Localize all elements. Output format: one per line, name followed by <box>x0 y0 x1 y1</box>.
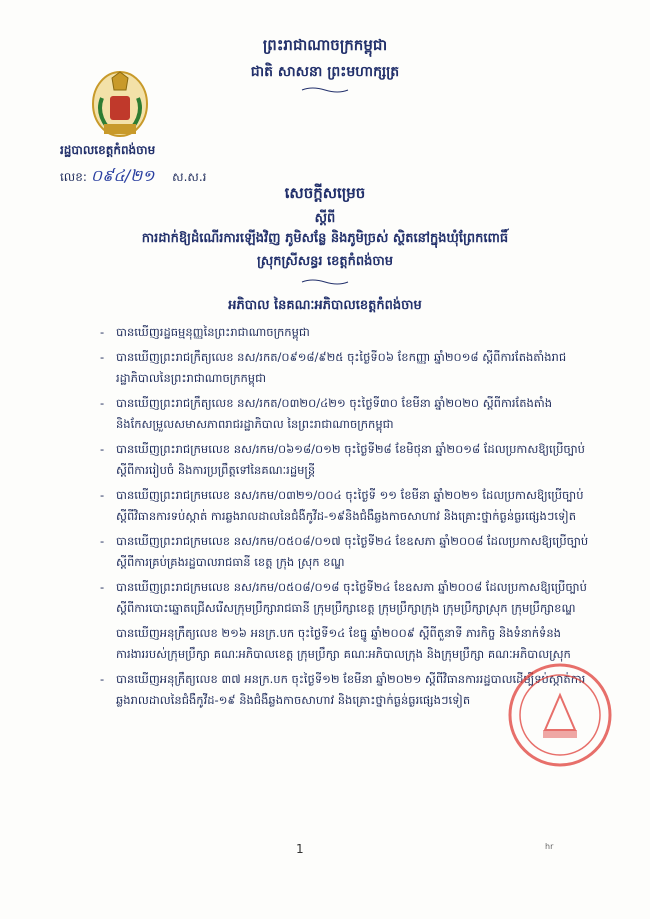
ornament-divider-icon <box>300 86 350 94</box>
list-item <box>100 439 590 482</box>
list-item-text: បានឃើញព្រះរាជក្រមលេខ នស/រកម/០៦១៨/០១២ ចុះថ្ងៃទី២៨ ខែមិថុនា ឆ្នាំ២០១៨ ដែលប្រកាសឱ្យប្រើច្បាប់ស្តីពីការរៀបចំ និងការប្រព្រឹត្តទៅនៃគណៈរដ្ឋមន្ត្រី <box>116 441 585 477</box>
reference-label: លេខ: <box>60 170 87 184</box>
list-dash: - <box>100 533 105 548</box>
official-stamp-icon <box>505 660 615 770</box>
list-item-text: បានឃើញព្រះរាជក្រឹត្យលេខ នស/រកត/០៩១៨/៩២៥ ចុះថ្ងៃទី០៦ ខែកញ្ញា ឆ្នាំ២០១៨ ស្តីពីការតែងតាំងរាជរដ្ឋាភិបាលនៃព្រះរាជាណាចក្រកម្ពុជា <box>116 349 567 385</box>
list-item <box>100 531 590 574</box>
list-item-text: បានឃើញអនុក្រឹត្យលេខ ២១៦ អនក្រ.បក ចុះថ្ងៃទី១៤ ខែធ្នូ ឆ្នាំ២០០៩ ស្តីពីតួនាទី ភារកិច្ច និងទំនាក់ទំនងការងាររបស់ក្រុមប្រឹក្សា គណៈអភិបាលខេត្ត ក្រុមប្រឹក្សា គណៈអភិបាលក្រុង និងក្រុមប្រឹក្សា គណៈអភិបាលស្រុក <box>116 625 571 661</box>
list-dash: - <box>100 579 105 594</box>
list-dash: - <box>100 441 105 456</box>
list-item-text: បានឃើញព្រះរាជក្រមលេខ នស/រកម/០៥០៨/០១៨ ចុះថ្ងៃទី២៤ ខែឧសភា ឆ្នាំ២០០៨ ដែលប្រកាសឱ្យប្រើច្បាប់ស្តីពីការបោះឆ្នោតជ្រើសរើសក្រុមប្រឹក្សារាជធានី ក្រុមប្រឹក្សាខេត្ត ក្រុមប្រឹក្សាក្រុង ក្រុមប្រឹក្សាស្រុក ក្រុមប្រឹក្សាខណ្ឌ <box>116 579 587 615</box>
document-subtitle: ស្តីពី <box>314 211 336 226</box>
list-item-text: បានឃើញអនុក្រឹត្យលេខ ៣៧ អនក្រ.បក ចុះថ្ងៃទី១២ ខែមីនា ឆ្នាំ២០២១ ស្តីពីវិធានការរដ្ឋបាលដើម្បីទប់ស្កាត់ការឆ្លងរាលដាលនៃជំងឺកូវីដ-១៩ និងជំងឺឆ្លងកាចសាហាវ និងគ្រោះថ្នាក់ធ្ងន់ធ្ងរផ្សេងៗទៀត <box>116 671 586 707</box>
list-item <box>100 322 590 344</box>
document-title: សេចក្តីសម្រេច <box>284 184 366 202</box>
list-dash: - <box>100 487 105 502</box>
motto-heading: ជាតិ សាសនា ព្រះមហាក្សត្រ <box>250 64 400 80</box>
reference-handwritten-number: ០៩៤/២១ <box>90 166 155 185</box>
list-item <box>100 347 590 390</box>
subject-line-1: ការដាក់ឱ្យដំណើរការឡើងវិញ ភូមិសន្លែ និងភូមិច្រស់ ស្ថិតនៅក្នុងឃុំព្រែកពោធិ៍ <box>141 231 509 246</box>
kingdom-heading: ព្រះរាជាណាចក្រកម្ពុជា <box>262 36 388 54</box>
authority-heading: អភិបាល នៃគណៈអភិបាលខេត្តកំពង់ចាម <box>228 298 422 313</box>
list-item-text: បានឃើញព្រះរាជក្រមលេខ នស/រកម/០៣២១/០០៤ ចុះថ្ងៃទី ១១ ខែមីនា ឆ្នាំ២០២១ ដែលប្រកាសឱ្យប្រើច្បាប់ស្តីពីវិធានការទប់ស្កាត់ ការឆ្លងរាលដាលនៃជំងឺកូវីដ-១៩និងជំងឺឆ្លងកាចសាហាវ និងគ្រោះថ្នាក់ធ្ងន់ធ្ងរផ្សេងៗទៀត <box>116 487 584 523</box>
reference-suffix: ស.ស.រ <box>172 170 207 184</box>
list-dash: - <box>100 325 105 339</box>
list-item-text: បានឃើញព្រះរាជក្រឹត្យលេខ នស/រកត/០៣២០/៤២១ ចុះថ្ងៃទី៣០ ខែមីនា ឆ្នាំ២០២០ ស្តីពីការតែងតាំង និងកែសម្រួលសមាសភាពរាជរដ្ឋាភិបាល នៃព្រះរាជាណាចក្រកម្ពុជា <box>116 395 553 431</box>
list-dash: - <box>100 671 105 686</box>
list-dash: - <box>100 349 105 364</box>
ornament-divider-icon <box>300 278 350 286</box>
list-item <box>100 577 590 620</box>
subject-line-2: ស្រុកស្រីសន្ធរ ខេត្តកំពង់ចាម <box>256 254 394 269</box>
footer-mark: hr <box>545 842 554 851</box>
list-dash <box>100 623 116 666</box>
list-dash: - <box>100 395 105 410</box>
page-number: 1 <box>296 842 304 856</box>
list-item <box>100 485 590 528</box>
list-item-text: បានឃើញរដ្ឋធម្មនុញ្ញនៃព្រះរាជាណាចក្រកម្ពុជា <box>116 325 310 339</box>
office-name: រដ្ឋបាលខេត្តកំពង់ចាម <box>60 143 156 157</box>
government-seal-icon <box>90 68 150 140</box>
list-item <box>100 393 590 436</box>
list-item-text: បានឃើញព្រះរាជក្រមលេខ នស/រកម/០៥០៨/០១៧ ចុះថ្ងៃទី២៤ ខែឧសភា ឆ្នាំ២០០៨ ដែលប្រកាសឱ្យប្រើច្បាប់ស្តីពីការគ្រប់គ្រងរដ្ឋបាលរាជធានី ខេត្ត ក្រុង ស្រុក ខណ្ឌ <box>116 533 589 569</box>
considerations-list <box>100 322 590 715</box>
